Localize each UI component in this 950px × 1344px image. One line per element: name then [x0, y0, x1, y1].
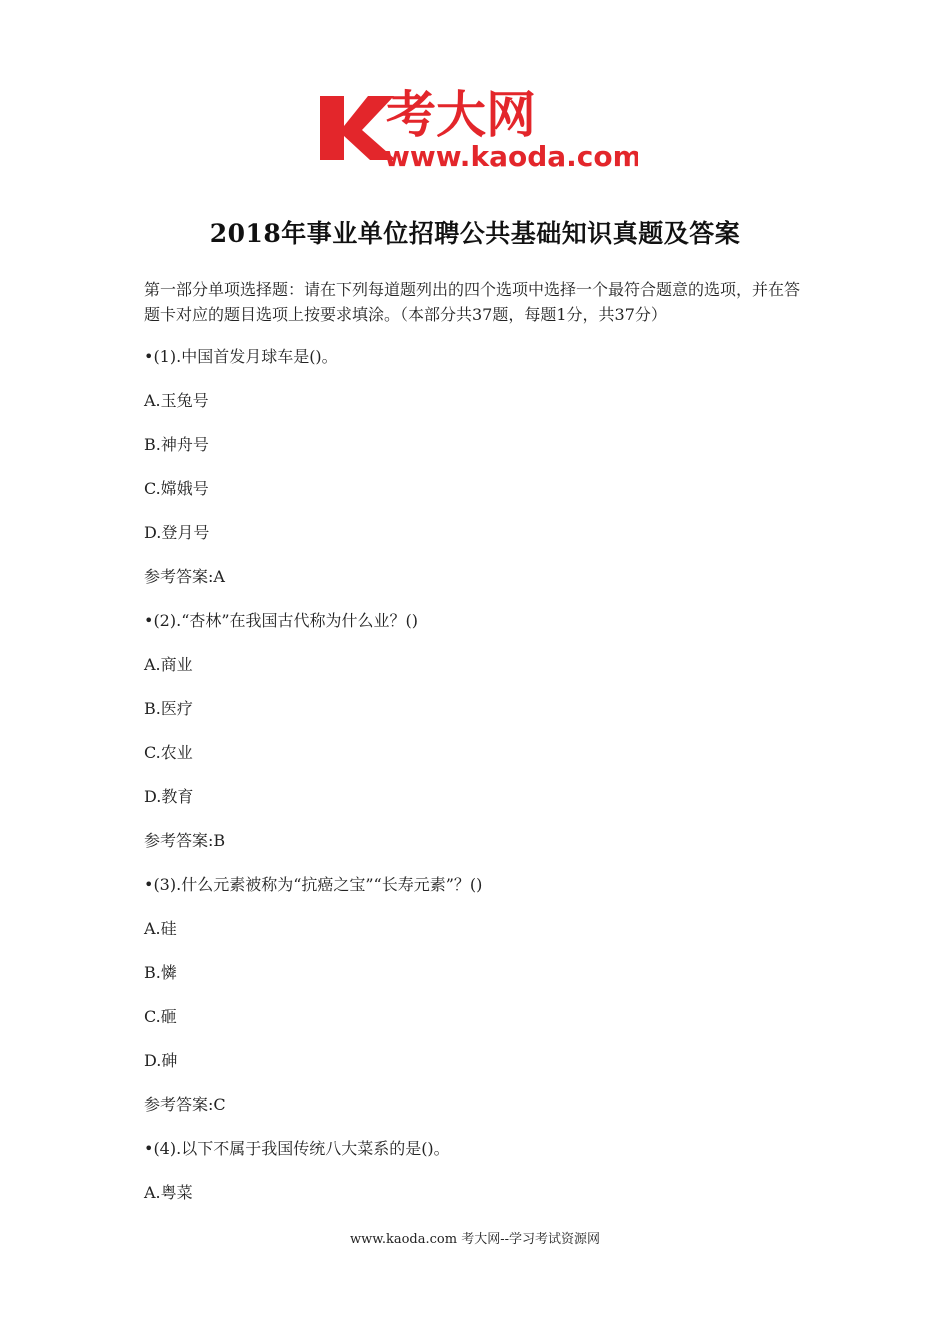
reference-answer: 参考答案:C — [144, 1095, 226, 1114]
answer-option: D.教育 — [144, 787, 194, 806]
answer-option: D.砷 — [144, 1051, 178, 1070]
answer-option: B.医疗 — [144, 699, 193, 718]
answer-option: A.硅 — [144, 919, 177, 938]
answer-option: C.农业 — [144, 743, 193, 762]
question-stem: •(3).什么元素被称为“抗癌之宝”“长寿元素”？() — [144, 875, 483, 894]
answer-option: A.玉兔号 — [144, 391, 209, 410]
svg-text:考大网: 考大网 — [386, 86, 536, 144]
kaoda-logo-graphic — [318, 86, 638, 168]
section-intro: 第一部分单项选择题：请在下列每道题列出的四个选项中选择一个最符合题意的选项，并在答题卡对应的题目选项上按要求填涂。（本部分共37题，每题1分，共37分） — [144, 280, 801, 324]
question-stem: •(1).中国首发月球车是()。 — [144, 347, 338, 366]
question-stem: •(4).以下不属于我国传统八大菜系的是()。 — [144, 1139, 450, 1158]
answer-option: C.砸 — [144, 1007, 177, 1026]
kaoda-logo — [318, 86, 638, 168]
page-footer: www.kaoda.com 考大网--学习考试资源网 — [350, 1232, 600, 1247]
reference-answer: 参考答案:B — [144, 831, 226, 850]
answer-option: B.憐 — [144, 963, 177, 982]
svg-text:www.kaoda.com: www.kaoda.com — [384, 140, 638, 168]
answer-option: A.粤菜 — [144, 1183, 193, 1202]
answer-option: B.神舟号 — [144, 435, 209, 454]
answer-option: C.嫦娥号 — [144, 479, 209, 498]
question-stem: •(2).“杏林”在我国古代称为什么业？() — [144, 611, 419, 630]
answer-option: A.商业 — [144, 655, 193, 674]
reference-answer: 参考答案:A — [144, 567, 225, 586]
answer-option: D.登月号 — [144, 523, 210, 542]
document-title: 2018年事业单位招聘公共基础知识真题及答案 — [209, 219, 741, 248]
